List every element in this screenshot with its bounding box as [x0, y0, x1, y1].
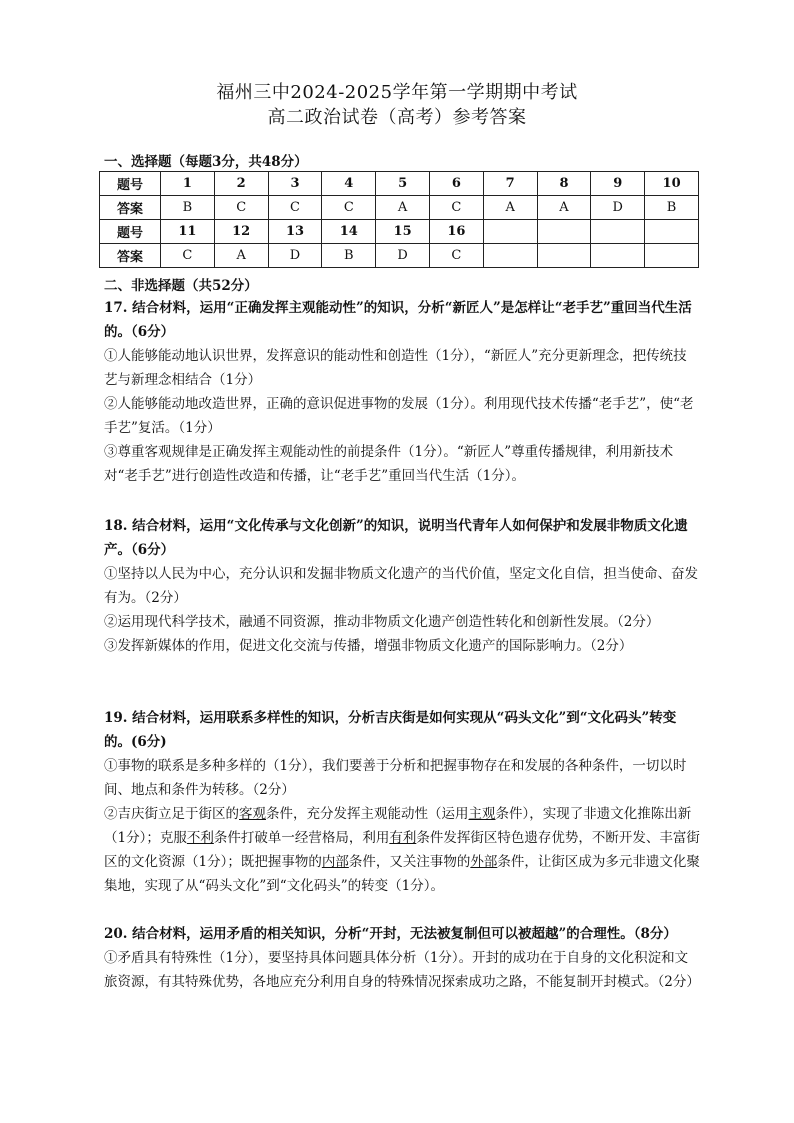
underlined-term: 外部	[470, 854, 498, 870]
answer-cell: C	[429, 196, 483, 220]
table-row-numbers-2	[100, 220, 699, 244]
answer-point: ③发挥新媒体的作用，促进文化交流与传播，增强非物质文化遗产的国际影响力。（2分）	[104, 638, 633, 654]
answer-table	[99, 171, 699, 268]
empty-cell	[591, 244, 645, 268]
question-number: 14	[322, 220, 376, 244]
answer-cell: B	[322, 244, 376, 268]
answer-point: ③尊重客观规律是正确发挥主观能动性的前提条件（1分）。“新匠人”尊重传播规律，利用新技术对“老手艺”进行创造性改造和传播，让“老手艺”重回当代生活（1分）。	[104, 444, 674, 484]
answer-cell: B	[645, 196, 699, 220]
underlined-term: 客观	[239, 806, 266, 822]
question-title: 18. 结合材料，运用“文化传承与文化创新”的知识，说明当代青年人如何保护和发展非物质文化遗产。（6分）	[104, 518, 688, 558]
document-title: 福州三中2024-2025学年第一学期期中考试	[216, 82, 578, 103]
question-number: 11	[161, 220, 215, 244]
text-span: 条件发挥街区特色遗存优势，不断开发、丰富街区的文化资源（1分）；既把握事物的	[104, 830, 700, 870]
row-label-question: 题号	[100, 172, 161, 196]
empty-cell	[483, 244, 537, 268]
answer-cell: C	[214, 196, 268, 220]
row-label-answer: 答案	[100, 244, 161, 268]
empty-cell	[645, 244, 699, 268]
text-span: 条件，又关注事物的	[348, 854, 471, 870]
text-span: 条件，让街区成为多元非遗文化聚集地，实现了从“码头文化”到“文化码头”的转变（1分）。	[104, 854, 700, 894]
answer-point	[104, 802, 700, 898]
answer-point: ①人能够能动地认识世界，发挥意识的能动性和创造性（1分），“新匠人”充分更新理念，把传统技艺与新理念相结合（1分）	[104, 348, 687, 388]
underlined-term: 内部	[321, 854, 349, 870]
table-row-numbers-1	[100, 172, 699, 196]
question-number: 15	[376, 220, 430, 244]
underlined-term: 不利	[186, 830, 214, 846]
answer-cell: A	[483, 196, 537, 220]
underlined-term: 有利	[389, 830, 417, 846]
answer-point: ②人能够能动地改造世界，正确的意识促进事物的发展（1分）。利用现代技术传播“老手艺”，使“老手艺”复活。（1分）	[104, 396, 694, 436]
empty-cell	[645, 220, 699, 244]
question-title: 20. 结合材料，运用矛盾的相关知识，分析“开封，无法被复制但可以被超越”的合理性。（8分）	[104, 926, 677, 942]
answer-cell: C	[268, 196, 322, 220]
text-span: 条件，充分发挥主观能动性（运用	[266, 806, 469, 822]
empty-cell	[537, 244, 591, 268]
question-17	[104, 296, 700, 488]
answer-point: ②运用现代科学技术，融通不同资源，推动非物质文化遗产创造性转化和创新性发展。（2分）	[104, 614, 660, 630]
answer-cell: B	[161, 196, 215, 220]
table-row-answers-1	[100, 196, 699, 220]
text-span: 条件），实现了非遗文化推陈出新（1分）；克服	[104, 806, 692, 846]
text-span: 条件打破单一经营格局，利用	[213, 830, 390, 846]
answer-cell: C	[161, 244, 215, 268]
answer-cell: C	[429, 244, 483, 268]
empty-cell	[483, 220, 537, 244]
section1-heading: 一、选择题（每题3分，共48分）	[104, 154, 308, 170]
row-label-answer: 答案	[100, 196, 161, 220]
answer-point: ①事物的联系是多种多样的（1分），我们要善于分析和把握事物存在和发展的各种条件，一切以时间、地点和条件为转移。（2分）	[104, 758, 687, 798]
answer-cell: D	[268, 244, 322, 268]
answer-cell: A	[537, 196, 591, 220]
empty-cell	[591, 220, 645, 244]
question-number: 10	[645, 172, 699, 196]
question-number: 5	[376, 172, 430, 196]
question-number: 2	[214, 172, 268, 196]
question-number: 13	[268, 220, 322, 244]
question-number: 3	[268, 172, 322, 196]
answer-cell: C	[322, 196, 376, 220]
answer-cell: D	[591, 196, 645, 220]
text-span: ②吉庆街立足于街区的	[104, 806, 239, 822]
answer-cell: A	[214, 244, 268, 268]
answer-cell: D	[376, 244, 430, 268]
section2-heading: 二、非选择题（共52分）	[104, 278, 258, 294]
question-title: 17. 结合材料，运用“正确发挥主观能动性”的知识，分析“新匠人”是怎样让“老手艺”重回当代生活的。（6分）	[104, 300, 692, 340]
answer-point: ①坚持以人民为中心，充分认识和发掘非物质文化遗产的当代价值，坚定文化自信，担当使命、奋发有为。（2分）	[104, 566, 698, 606]
document-subtitle: 高二政治试卷（高考）参考答案	[267, 107, 527, 128]
question-20	[104, 922, 700, 994]
answer-cell: A	[376, 196, 430, 220]
question-number: 4	[322, 172, 376, 196]
question-number: 6	[429, 172, 483, 196]
answer-point: ①矛盾具有特殊性（1分），要坚持具体问题具体分析（1分）。开封的成功在于自身的文化积淀和文旅资源，有其特殊优势，各地应充分利用自身的特殊情况探索成功之路，不能复制开封模式。（2分）	[104, 950, 700, 990]
question-number: 1	[161, 172, 215, 196]
question-title: 19. 结合材料，运用联系多样性的知识，分析吉庆街是如何实现从“码头文化”到“文化码头”转变的。(6分)	[104, 710, 677, 750]
question-number: 16	[429, 220, 483, 244]
question-19	[104, 706, 700, 898]
table-row-answers-2	[100, 244, 699, 268]
question-18	[104, 514, 700, 658]
question-number: 8	[537, 172, 591, 196]
question-number: 9	[591, 172, 645, 196]
row-label-question: 题号	[100, 220, 161, 244]
underlined-term: 主观	[468, 806, 496, 822]
empty-cell	[537, 220, 591, 244]
question-number: 7	[483, 172, 537, 196]
question-number: 12	[214, 220, 268, 244]
